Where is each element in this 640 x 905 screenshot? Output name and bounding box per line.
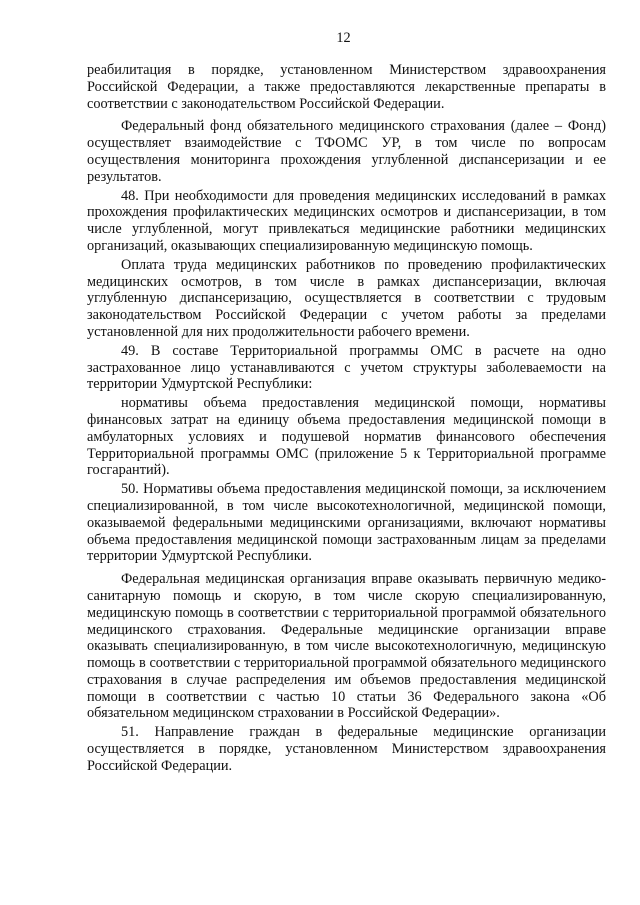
paragraph-48-payment: Оплата труда медицинских работников по проведению профилактических медицинских осмотров, в том числе в рамках диспансеризации, включая углубленную диспансеризацию, осуществляется в соответствии с трудовым законодательством Российской Федерации с учетом работы за пределами установленной для них продолжительности рабочего времени.	[87, 256, 606, 340]
paragraph-48: 48. При необходимости для проведения медицинских исследований в рамках прохождения профилактических медицинских осмотров и диспансеризации, в том числе углубленной, могут привлекаться медицинские работники медицинских организаций, оказывающих специализированную медицинскую помощь.	[87, 187, 606, 254]
page-number: 12	[336, 30, 351, 46]
paragraph-federal-fund: Федеральный фонд обязательного медицинского страхования (далее – Фонд) осуществляет взаимодействие с ТФОМС УР, в том числе по вопросам осуществления мониторинга прохождения углубленной диспансеризации и ее результатов.	[87, 118, 606, 185]
paragraph-50-federal-organizations: Федеральная медицинская организация вправе оказывать первичную медико-санитарную помощь и скорую, в том числе скорую специализированную, медицинскую помощь в соответствии с территориальной программой обязательного медицинского страхования. Федеральные медицинские организации вправе оказывать специализированную, в том числе высокотехнологичную, медицинскую помощь в соответствии с территориальной программой обязательного медицинского страхования в случае распределения им объемов предоставления медицинской помощи в соответствии с частью 10 статьи 36 Федерального закона «Об обязательном медицинском страховании в Российской Федерации».	[87, 571, 606, 722]
paragraph-50: 50. Нормативы объема предоставления медицинской помощи, за исключением специализированной, в том числе высокотехнологичной, медицинской помощи, оказываемой федеральными медицинскими организациями, включают нормативы объема предоставления медицинской помощи застрахованным лицам за пределами территории Удмуртской Республики.	[87, 481, 606, 565]
paragraph-51: 51. Направление граждан в федеральные медицинские организации осуществляется в порядке, установленном Министерством здравоохранения Российской Федерации.	[87, 724, 606, 774]
paragraph-49: 49. В составе Территориальной программы ОМС в расчете на одно застрахованное лицо устанавливаются с учетом структуры заболеваемости на территории Удмуртской Республики:	[87, 342, 606, 393]
paragraph-49-norms: нормативы объема предоставления медицинской помощи, нормативы финансовых затрат на единицу объема предоставления медицинской помощи в амбулаторных условиях и подушевой норматив финансового обеспечения Территориальной программы ОМС (приложение 5 к Территориальной программе госгарантий).	[87, 395, 606, 479]
paragraph-continuation: реабилитация в порядке, установленном Министерством здравоохранения Российской Федерации, а также предоставляются лекарственные препараты в соответствии с законодательством Российской Федерации.	[87, 62, 606, 112]
